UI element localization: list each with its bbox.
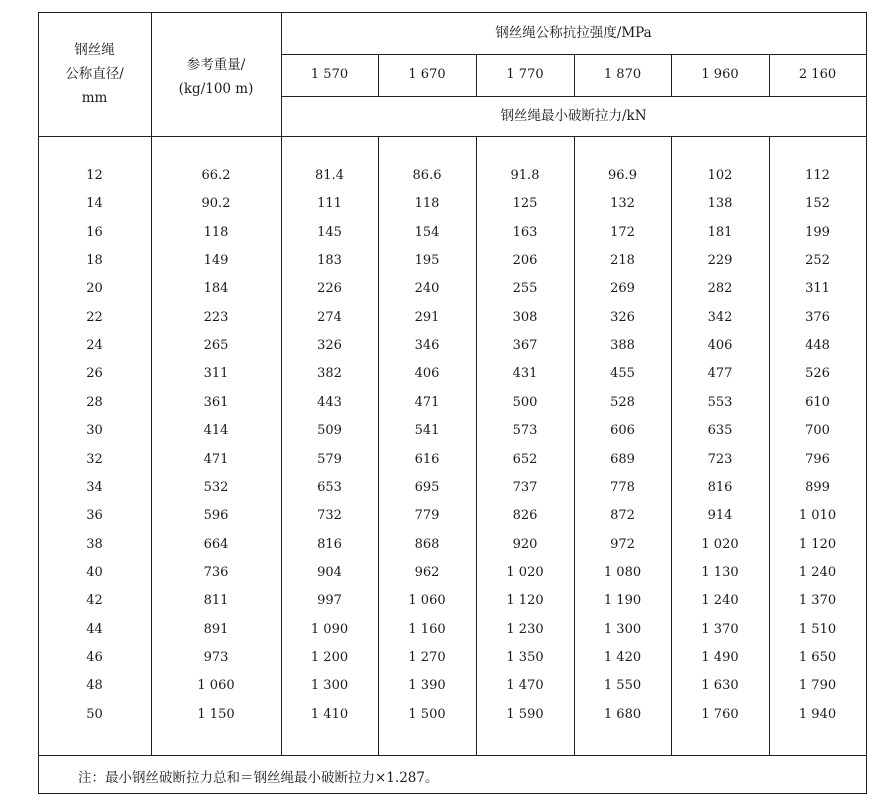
cell-weight: 596 [203,508,229,523]
cell-force-1960: 1 020 [701,537,739,552]
cell-force-1960: 181 [707,225,733,240]
cell-force-1870: 1 420 [603,650,642,665]
cell-force-1670: 291 [414,310,440,325]
cell-force-1960: 406 [707,338,733,353]
cell-diameter: 38 [86,537,103,552]
cell-diameter: 22 [86,310,103,325]
cell-force-1770: 1 120 [506,593,544,608]
cell-force-2160: 112 [805,168,830,183]
cell-weight: 118 [203,225,229,240]
cell-force-1770: 91.8 [510,168,540,183]
cell-force-1570: 1 200 [310,650,349,665]
cell-force-2160: 899 [805,480,830,495]
cell-force-1770: 1 350 [506,650,544,665]
cell-force-2160: 448 [805,338,830,353]
cell-force-1670: 1 270 [408,650,446,665]
cell-force-1870: 689 [610,452,635,467]
header-strength-2160: 2 160 [798,67,837,82]
cell-force-1670: 779 [414,508,440,523]
cell-force-1870: 1 190 [603,593,642,608]
cell-force-1770: 652 [512,452,538,467]
cell-force-1570: 1 090 [310,622,349,637]
cell-force-1770: 737 [512,480,538,495]
cell-force-1960: 282 [707,281,733,296]
header-strength-1670: 1 670 [408,67,446,82]
cell-force-1870: 1 550 [603,678,642,693]
cell-force-1870: 455 [610,366,635,381]
cell-force-1960: 102 [707,168,733,183]
cell-weight: 891 [203,622,229,637]
header-strength-title: 钢丝绳公称抗拉强度/MPa [495,25,652,41]
cell-force-1770: 255 [512,281,538,296]
header-weight-line1: 参考重量/ [186,57,246,73]
cell-force-1670: 962 [414,565,440,580]
cell-force-2160: 1 510 [798,622,837,637]
cell-force-1670: 1 500 [408,707,446,722]
cell-force-1870: 388 [610,338,635,353]
cell-force-1960: 1 760 [701,707,739,722]
cell-force-1670: 154 [414,225,440,240]
cell-force-1670: 406 [414,366,440,381]
cell-force-1960: 1 490 [701,650,739,665]
header-strength-1770: 1 770 [506,67,544,82]
cell-force-1570: 443 [317,395,342,410]
cell-force-1870: 269 [610,281,635,296]
cell-weight: 414 [203,423,229,438]
cell-weight: 1 060 [197,678,235,693]
cell-force-1770: 1 020 [506,565,544,580]
cell-force-1570: 579 [317,452,342,467]
cell-weight: 66.2 [201,168,231,183]
cell-force-1770: 920 [512,537,538,552]
cell-force-1570: 183 [317,253,342,268]
cell-force-1770: 1 590 [506,707,544,722]
cell-diameter: 34 [86,480,103,495]
cell-force-1570: 1 410 [310,707,349,722]
cell-force-1770: 573 [512,423,538,438]
cell-diameter: 16 [86,225,103,240]
cell-force-1770: 826 [512,508,538,523]
cell-force-2160: 311 [805,281,830,296]
cell-force-1770: 431 [512,366,538,381]
cell-weight: 149 [203,253,229,268]
cell-force-1960: 553 [707,395,733,410]
cell-force-1670: 240 [414,281,440,296]
cell-weight: 361 [203,395,229,410]
cell-force-1570: 326 [317,338,342,353]
cell-force-1670: 1 160 [408,622,446,637]
cell-force-2160: 610 [805,395,830,410]
cell-force-1770: 308 [512,310,538,325]
cell-force-2160: 1 790 [798,678,837,693]
cell-force-1870: 326 [610,310,635,325]
cell-force-2160: 152 [805,196,830,211]
header-strength-1570: 1 570 [310,67,349,82]
cell-diameter: 30 [86,423,103,438]
cell-force-1960: 1 630 [701,678,739,693]
cell-force-1870: 528 [610,395,635,410]
cell-force-2160: 199 [805,225,830,240]
cell-force-1670: 695 [414,480,440,495]
cell-weight: 532 [203,480,229,495]
divider [38,136,866,137]
cell-force-1670: 1 390 [408,678,446,693]
cell-force-1960: 1 240 [701,593,739,608]
cell-diameter: 20 [86,281,103,296]
cell-force-2160: 1 650 [798,650,837,665]
cell-force-1770: 1 470 [506,678,544,693]
cell-weight: 265 [203,338,229,353]
cell-diameter: 36 [86,508,103,523]
cell-diameter: 50 [86,707,103,722]
cell-force-1770: 500 [512,395,538,410]
cell-force-1670: 346 [414,338,440,353]
cell-force-1770: 1 230 [506,622,544,637]
cell-force-1770: 125 [512,196,538,211]
divider [281,54,866,55]
cell-diameter: 24 [86,338,103,353]
cell-force-1570: 81.4 [315,168,344,183]
cell-diameter: 42 [86,593,103,608]
cell-force-1570: 732 [317,508,342,523]
cell-force-1770: 367 [512,338,538,353]
cell-force-1870: 872 [610,508,635,523]
cell-diameter: 14 [86,196,103,211]
cell-force-1570: 226 [317,281,342,296]
cell-force-1960: 477 [707,366,733,381]
header-diameter-line3: mm [81,90,108,106]
cell-force-1870: 606 [610,423,635,438]
cell-force-1960: 1 130 [701,565,739,580]
cell-diameter: 12 [86,168,103,183]
table-note: 注：最小钢丝破断拉力总和＝钢丝绳最小破断拉力×1.287。 [78,770,439,786]
cell-force-1960: 816 [707,480,733,495]
cell-force-1870: 778 [610,480,635,495]
cell-force-2160: 700 [805,423,830,438]
cell-diameter: 32 [86,452,103,467]
cell-diameter: 28 [86,395,103,410]
cell-force-1870: 1 680 [603,707,642,722]
cell-force-1870: 172 [610,225,635,240]
cell-force-1960: 635 [707,423,733,438]
cell-force-2160: 1 370 [798,593,837,608]
cell-force-2160: 1 010 [798,508,837,523]
cell-diameter: 48 [86,678,103,693]
cell-force-1870: 218 [610,253,635,268]
cell-force-1670: 86.6 [412,168,442,183]
cell-force-2160: 526 [805,366,830,381]
cell-weight: 471 [203,452,229,467]
divider [38,755,866,756]
cell-force-1870: 96.9 [608,168,637,183]
cell-weight: 311 [203,366,229,381]
cell-force-1570: 997 [317,593,342,608]
cell-weight: 90.2 [201,196,231,211]
header-weight-line2: (kg/100 m) [178,81,254,97]
cell-force-1670: 1 060 [408,593,446,608]
cell-force-1670: 541 [414,423,440,438]
cell-force-1960: 342 [707,310,733,325]
cell-force-1570: 1 300 [310,678,349,693]
cell-force-1570: 904 [317,565,342,580]
header-strength-1870: 1 870 [603,67,642,82]
cell-force-1570: 145 [317,225,342,240]
cell-force-1570: 274 [317,310,342,325]
cell-weight: 664 [203,537,229,552]
cell-force-2160: 1 120 [798,537,837,552]
cell-diameter: 44 [86,622,103,637]
cell-force-2160: 796 [805,452,830,467]
cell-force-1670: 471 [414,395,440,410]
cell-force-1570: 816 [317,537,342,552]
cell-force-2160: 376 [805,310,830,325]
cell-force-1960: 723 [707,452,733,467]
cell-force-1670: 616 [414,452,440,467]
cell-force-2160: 1 240 [798,565,837,580]
cell-force-1960: 914 [707,508,733,523]
cell-weight: 184 [203,281,229,296]
cell-weight: 736 [203,565,229,580]
cell-force-2160: 252 [805,253,830,268]
cell-force-1770: 206 [512,253,538,268]
cell-force-1960: 138 [707,196,733,211]
cell-force-1870: 1 080 [603,565,642,580]
cell-weight: 1 150 [197,707,235,722]
header-strength-1960: 1 960 [701,67,739,82]
cell-weight: 973 [203,650,229,665]
cell-force-1870: 132 [610,196,635,211]
cell-force-1870: 1 300 [603,622,642,637]
cell-force-1670: 118 [414,196,440,211]
cell-force-1570: 382 [317,366,342,381]
divider [281,96,866,97]
cell-diameter: 26 [86,366,103,381]
cell-force-1960: 229 [707,253,733,268]
cell-weight: 811 [203,593,229,608]
header-diameter-line2: 公称直径/ [65,66,124,82]
cell-force-1570: 111 [317,196,342,211]
cell-weight: 223 [203,310,229,325]
cell-diameter: 18 [86,253,103,268]
cell-force-1670: 195 [414,253,440,268]
cell-diameter: 40 [86,565,103,580]
cell-force-1570: 509 [317,423,342,438]
cell-force-2160: 1 940 [798,707,837,722]
cell-force-1770: 163 [512,225,538,240]
cell-force-1870: 972 [610,537,635,552]
cell-force-1570: 653 [317,480,342,495]
header-diameter-line1: 钢丝绳 [74,42,115,58]
divider [151,12,152,755]
header-force-title: 钢丝绳最小破断拉力/kN [500,108,647,124]
cell-force-1670: 868 [414,537,440,552]
cell-force-1960: 1 370 [701,622,739,637]
cell-diameter: 46 [86,650,103,665]
